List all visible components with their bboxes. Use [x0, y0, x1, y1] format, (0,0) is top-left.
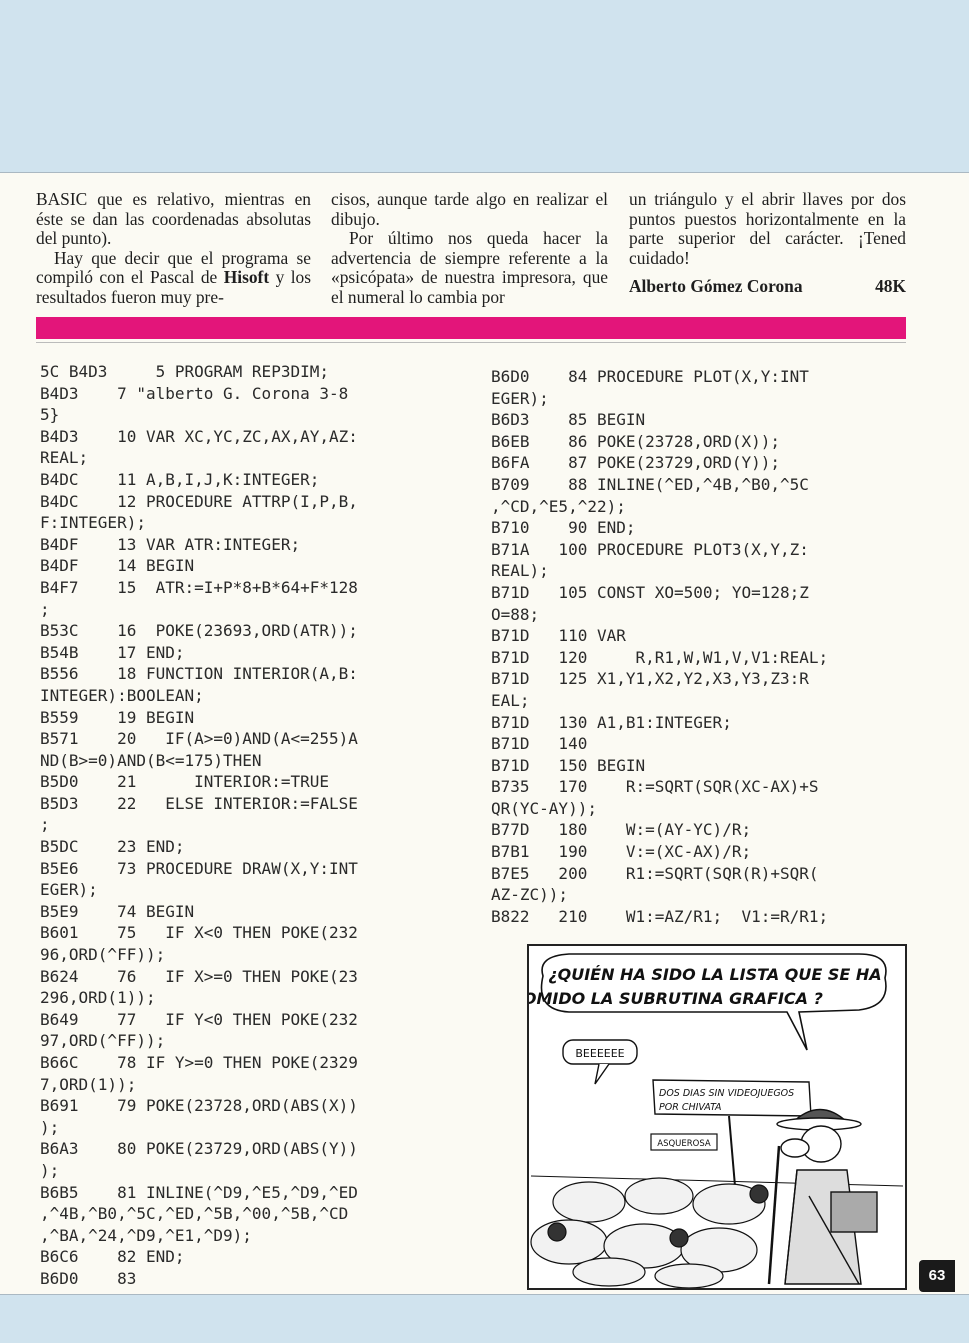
code-line: B6C6 82 END; [40, 1247, 185, 1267]
code-line: B71D 130 A1,B1:INTEGER; [491, 712, 732, 732]
code-line: B6A3 80 POKE(23729,ORD(ABS(Y)) [40, 1139, 358, 1159]
top-color-band [0, 0, 969, 173]
memory-label: 48K [875, 276, 906, 297]
code-line: B649 77 IF Y<0 THEN POKE(232 [40, 1009, 358, 1029]
page-number-tab: 63 [919, 1260, 955, 1292]
code-line: B4DC 11 A,B,I,J,K:INTEGER; [40, 469, 320, 489]
code-line: B5DC 23 END; [40, 837, 185, 857]
cartoon-panel [527, 944, 907, 1290]
hisoft-bold: Hisoft [223, 267, 270, 288]
article-column-2 [331, 190, 608, 308]
code-line: B556 18 FUNCTION INTERIOR(A,B: [40, 664, 358, 684]
code-line: B691 79 POKE(23728,ORD(ABS(X)) [40, 1096, 358, 1116]
code-line: ; [40, 599, 50, 619]
code-line: ); [40, 1160, 60, 1180]
caption-line-1: ¿QUIÉN HA SIDO LA LISTA QUE SE HA [548, 965, 882, 984]
paragraph: Hay que decir que el programa se compiló con el Pascal de Hisoft y los resultados fueron muy pre- [36, 247, 311, 307]
code-line: B735 170 R:=SQRT(SQR(XC-AX)+S [491, 777, 819, 797]
code-line: B822 210 W1:=AZ/R1; V1:=R/R1; [491, 906, 829, 926]
author-name: Alberto Gómez Corona [629, 276, 803, 297]
sign-line-2: POR CHIVATA [659, 1102, 722, 1113]
code-line: 5} [40, 405, 60, 425]
signature-line [629, 277, 906, 297]
code-line: B71D 150 BEGIN [491, 755, 646, 775]
code-line: 97,ORD(^FF)); [40, 1031, 166, 1051]
code-line: B5E6 73 PROCEDURE DRAW(X,Y:INT [40, 858, 358, 878]
code-line: 7,ORD(1)); [40, 1074, 137, 1094]
code-line: ,^CD,^E5,^22); [491, 496, 626, 516]
code-line: 296,ORD(1)); [40, 988, 156, 1008]
code-line: EGER); [491, 388, 549, 408]
asquerosa-text: ASQUEROSA [657, 1139, 711, 1149]
caption-line-2: COMIDO LA SUBRUTINA GRAFICA ? [529, 989, 823, 1008]
code-line: B624 76 IF X>=0 THEN POKE(23 [40, 966, 358, 986]
listing-right-column [491, 366, 828, 927]
code-line: 5C B4D3 5 PROGRAM REP3DIM; [40, 362, 329, 381]
listing-left-column [40, 361, 358, 1290]
code-line: B6FA 87 POKE(23729,ORD(Y)); [491, 453, 780, 473]
code-line: O=88; [491, 604, 540, 624]
code-line: B4DF 13 VAR ATR:INTEGER; [40, 534, 301, 554]
code-line: B5D0 21 INTERIOR:=TRUE [40, 772, 329, 792]
bottom-color-band [0, 1294, 969, 1343]
code-line: B709 88 INLINE(^ED,^4B,^B0,^5C [491, 474, 809, 494]
code-line: AZ-ZC)); [491, 885, 569, 905]
code-line: B6EB 86 POKE(23728,ORD(X)); [491, 431, 780, 451]
code-line: EAL; [491, 690, 530, 710]
shepherd [769, 1109, 877, 1284]
code-line: B571 20 IF(A>=0)AND(A<=255)A [40, 729, 358, 749]
code-line: B53C 16 POKE(23693,ORD(ATR)); [40, 621, 358, 641]
code-line: B710 90 END; [491, 518, 636, 538]
paragraph: BASIC que es relativo, mientras en éste se dan las coordenadas absolutas del punto). [36, 189, 311, 249]
code-line: B71D 140 [491, 734, 588, 754]
code-line: ,^BA,^24,^D9,^E1,^D9); [40, 1225, 252, 1245]
code-line: ,^4B,^B0,^5C,^ED,^5B,^00,^5B,^CD [40, 1204, 349, 1224]
code-line: QR(YC-AY)); [491, 798, 597, 818]
sheep-bubble-text: BEEEEEE [575, 1047, 625, 1060]
divider [36, 342, 906, 343]
magenta-separator-bar [36, 317, 906, 339]
code-line: B7B1 190 V:=(XC-AX)/R; [491, 842, 752, 862]
code-line: F:INTEGER); [40, 513, 146, 533]
code-line: B559 19 BEGIN [40, 707, 195, 727]
article-column-1 [36, 190, 311, 308]
sheep-flock [531, 1178, 768, 1288]
code-line: B6D0 84 PROCEDURE PLOT(X,Y:INT [491, 367, 809, 386]
code-line: B54B 17 END; [40, 642, 185, 662]
article-column-3 [629, 190, 906, 297]
code-line: EGER); [40, 880, 98, 900]
code-line: B4D3 7 "alberto G. Corona 3-8 [40, 383, 349, 403]
code-line: REAL); [491, 561, 549, 581]
code-line: B71D 120 R,R1,W,W1,V,V1:REAL; [491, 647, 829, 667]
code-line: B71A 100 PROCEDURE PLOT3(X,Y,Z: [491, 539, 809, 559]
code-line: B5D3 22 ELSE INTERIOR:=FALSE [40, 793, 358, 813]
code-line: B71D 105 CONST XO=500; YO=128;Z [491, 582, 809, 602]
code-line: B6B5 81 INLINE(^D9,^E5,^D9,^ED [40, 1182, 358, 1202]
code-line: 96,ORD(^FF)); [40, 945, 166, 965]
code-line: B71D 110 VAR [491, 626, 626, 646]
code-line: B4D3 10 VAR XC,YC,ZC,AX,AY,AZ: [40, 426, 358, 446]
cartoon-illustration [529, 946, 905, 1288]
paragraph: Por último nos queda hacer la advertencia de siempre referente a la «psicópata» de nuestra impresora, que el numeral lo cambia por [331, 228, 608, 307]
code-line: B77D 180 W:=(AY-YC)/R; [491, 820, 752, 840]
code-line: B601 75 IF X<0 THEN POKE(232 [40, 923, 358, 943]
sign-line-1: DOS DIAS SIN VIDEOJUEGOS [659, 1088, 795, 1099]
code-line: REAL; [40, 448, 89, 468]
code-line: B71D 125 X1,Y1,X2,Y2,X3,Y3,Z3:R [491, 669, 809, 689]
code-line: B6D3 85 BEGIN [491, 410, 646, 430]
code-line: INTEGER):BOOLEAN; [40, 685, 204, 705]
code-line: ); [40, 1117, 60, 1137]
paragraph: un triángulo y el abrir llaves por dos puntos puestos horizontalmente en la parte superior del carácter. ¡Tened cuidado! [629, 189, 906, 268]
code-line: B4F7 15 ATR:=I+P*8+B*64+F*128 [40, 577, 358, 597]
paragraph: cisos, aunque tarde algo en realizar el dibujo. [331, 189, 608, 229]
code-line: ; [40, 815, 50, 835]
code-line: B6D0 83 [40, 1268, 137, 1288]
code-line: B4DF 14 BEGIN [40, 556, 195, 576]
code-line: B4DC 12 PROCEDURE ATTRP(I,P,B, [40, 491, 358, 511]
code-line: B5E9 74 BEGIN [40, 901, 195, 921]
code-line: B7E5 200 R1:=SQRT(SQR(R)+SQR( [491, 863, 819, 883]
code-line: B66C 78 IF Y>=0 THEN POKE(2329 [40, 1053, 358, 1072]
code-line: ND(B>=0)AND(B<=175)THEN [40, 750, 262, 770]
